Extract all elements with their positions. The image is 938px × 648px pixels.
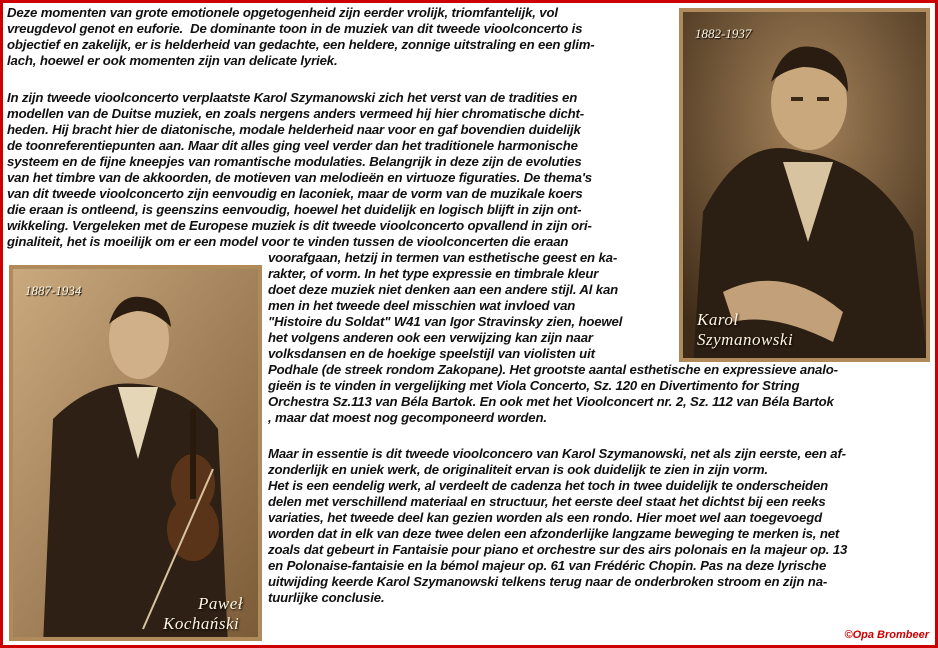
text-line: , maar dat moest nog gecomponeerd worden. [268, 410, 547, 425]
text-line: Het is een eendelig werk, al verdeelt de cadenza het toch in twee duidelijk te onderscheiden [268, 478, 829, 493]
portrait-caption: Paweł [198, 594, 243, 613]
text-line: Orchestra Sz.113 van Béla Bartok. En ook met het Vioolconcert nr. 2, Sz. 112 van Béla Bartok [268, 394, 834, 409]
text-line: de toonreferentiepunten aan. Maar dit alles ging veel verder dan het traditionele harmonische [7, 138, 578, 153]
text-line: heden. Hij bracht hier de diatonische, modale helderheid naar voor en gaf bovendien duidelijk [7, 122, 581, 137]
portrait-caption: Kochański [163, 614, 240, 633]
text-line: lach, hoewel er ook momenten zijn van delicate lyriek. [7, 53, 338, 68]
text-line: "Histoire du Soldat" W41 van Igor Stravinsky zien, hoewel [268, 314, 623, 329]
text-line: Podhale (de streek rondom Zakopane). Het grootste aantal esthetische en expressieve analo- [268, 362, 838, 377]
text-line: zoals dat gebeurt in Fantaisie pour piano et orchestre sur des airs polonais en la majeur op. 13 [268, 542, 848, 557]
portrait-caption: Karol [697, 310, 739, 329]
portrait-szymanowski [679, 8, 930, 362]
copyright-text: ©Opa Brombeer [844, 629, 929, 641]
portrait-caption: Szymanowski [697, 330, 794, 349]
text-line: zonderlijk en uniek werk, de originaliteit ervan is ook duidelijk te zien in zijn vorm. [268, 462, 768, 477]
text-line: wikkeling. Vergeleken met de Europese muziek is dit tweede vioolconcerto opvallend in zijn ori- [7, 218, 592, 233]
text-line: volksdansen en de hoekige speelstijl van violisten uit [268, 346, 595, 361]
text-line: Maar in essentie is dit tweede vioolconcero van Karol Szymanowski, net als zijn eerste, een af- [268, 446, 846, 461]
text-line: het volgens anderen ook een verwijzing kan zijn naar [268, 330, 593, 345]
text-line: uitwijding keerde Karol Szymanowski telkens terug naar de onderbroken stroom en zijn na- [268, 574, 828, 589]
text-line: modellen van de Duitse muziek, en zoals nergens anders vermeed hij hier chromatische dicht- [7, 106, 585, 121]
text-line: In zijn tweede vioolconcerto verplaatste Karol Szymanowski zich het verst van de tradities en [7, 90, 578, 105]
text-line: objectief en zakelijk, er is helderheid van gedachte, een heldere, zonnige uitstraling en een glim- [7, 37, 595, 52]
text-line: en Polonaise-fantaisie en la bémol majeur op. 61 van Frédéric Chopin. Pas na deze lyrische [268, 558, 827, 573]
text-line: variaties, het tweede deel kan gezien worden als een rondo. Hier moet wel aan toegevoegd [268, 510, 823, 525]
page-frame [3, 3, 935, 645]
text-line: rakter, of vorm. In het type expressie en timbrale kleur [268, 266, 599, 281]
text-line: ginaliteit, het is moeilijk om er een model voor te vinden tussen de vioolconcerten die eraan [7, 234, 569, 249]
portrait-kochanski-image [13, 269, 262, 641]
text-line: men in het tweede deel misschien wat invloed van [268, 298, 576, 313]
text-line: voorafgaan, hetzij in termen van esthetische geest en ka- [268, 250, 618, 265]
text-line: vreugdevol genot en euforie. De dominante toon in de muziek van dit tweede vioolconcerto is [7, 21, 583, 36]
text-line: worden dat in elk van deze twee delen een afzonderlijke langzame beweging te merken is, net [268, 526, 840, 541]
text-line: delen met verschillend materiaal en structuur, het eerste deel staat het dichtst bij een reeks [268, 494, 826, 509]
text-line: gieën is te vinden in vergelijking met Viola Concerto, Sz. 120 en Divertimento for String [268, 378, 800, 393]
text-line: systeem en de fijne kneepjes van romantische modulaties. Belangrijk in deze zijn de evoluties [7, 154, 582, 169]
text-line: tuurlijke conclusie. [268, 590, 385, 605]
text-line: van het timbre van de akkoorden, de motieven van melodieën en virtuoze figuraties. De thema's [7, 170, 592, 185]
text-line: doet deze muziek niet denken aan een andere stijl. Al kan [268, 282, 619, 297]
portrait-years: 1882-1937 [695, 26, 752, 41]
text-line: die eraan is ontleend, is geenszins eenvoudig, hoewel het duidelijk en logisch blijft in zijn ont- [7, 202, 582, 217]
text-line: Deze momenten van grote emotionele opgetogenheid zijn eerder vrolijk, triomfantelijk, vol [7, 5, 558, 20]
portrait-kochanski [9, 265, 262, 641]
text-line: van dit tweede vioolconcerto zijn eenvoudig en laconiek, maar de vorm van de muzikale koers [7, 186, 583, 201]
portrait-years: 1887-1934 [25, 283, 82, 298]
